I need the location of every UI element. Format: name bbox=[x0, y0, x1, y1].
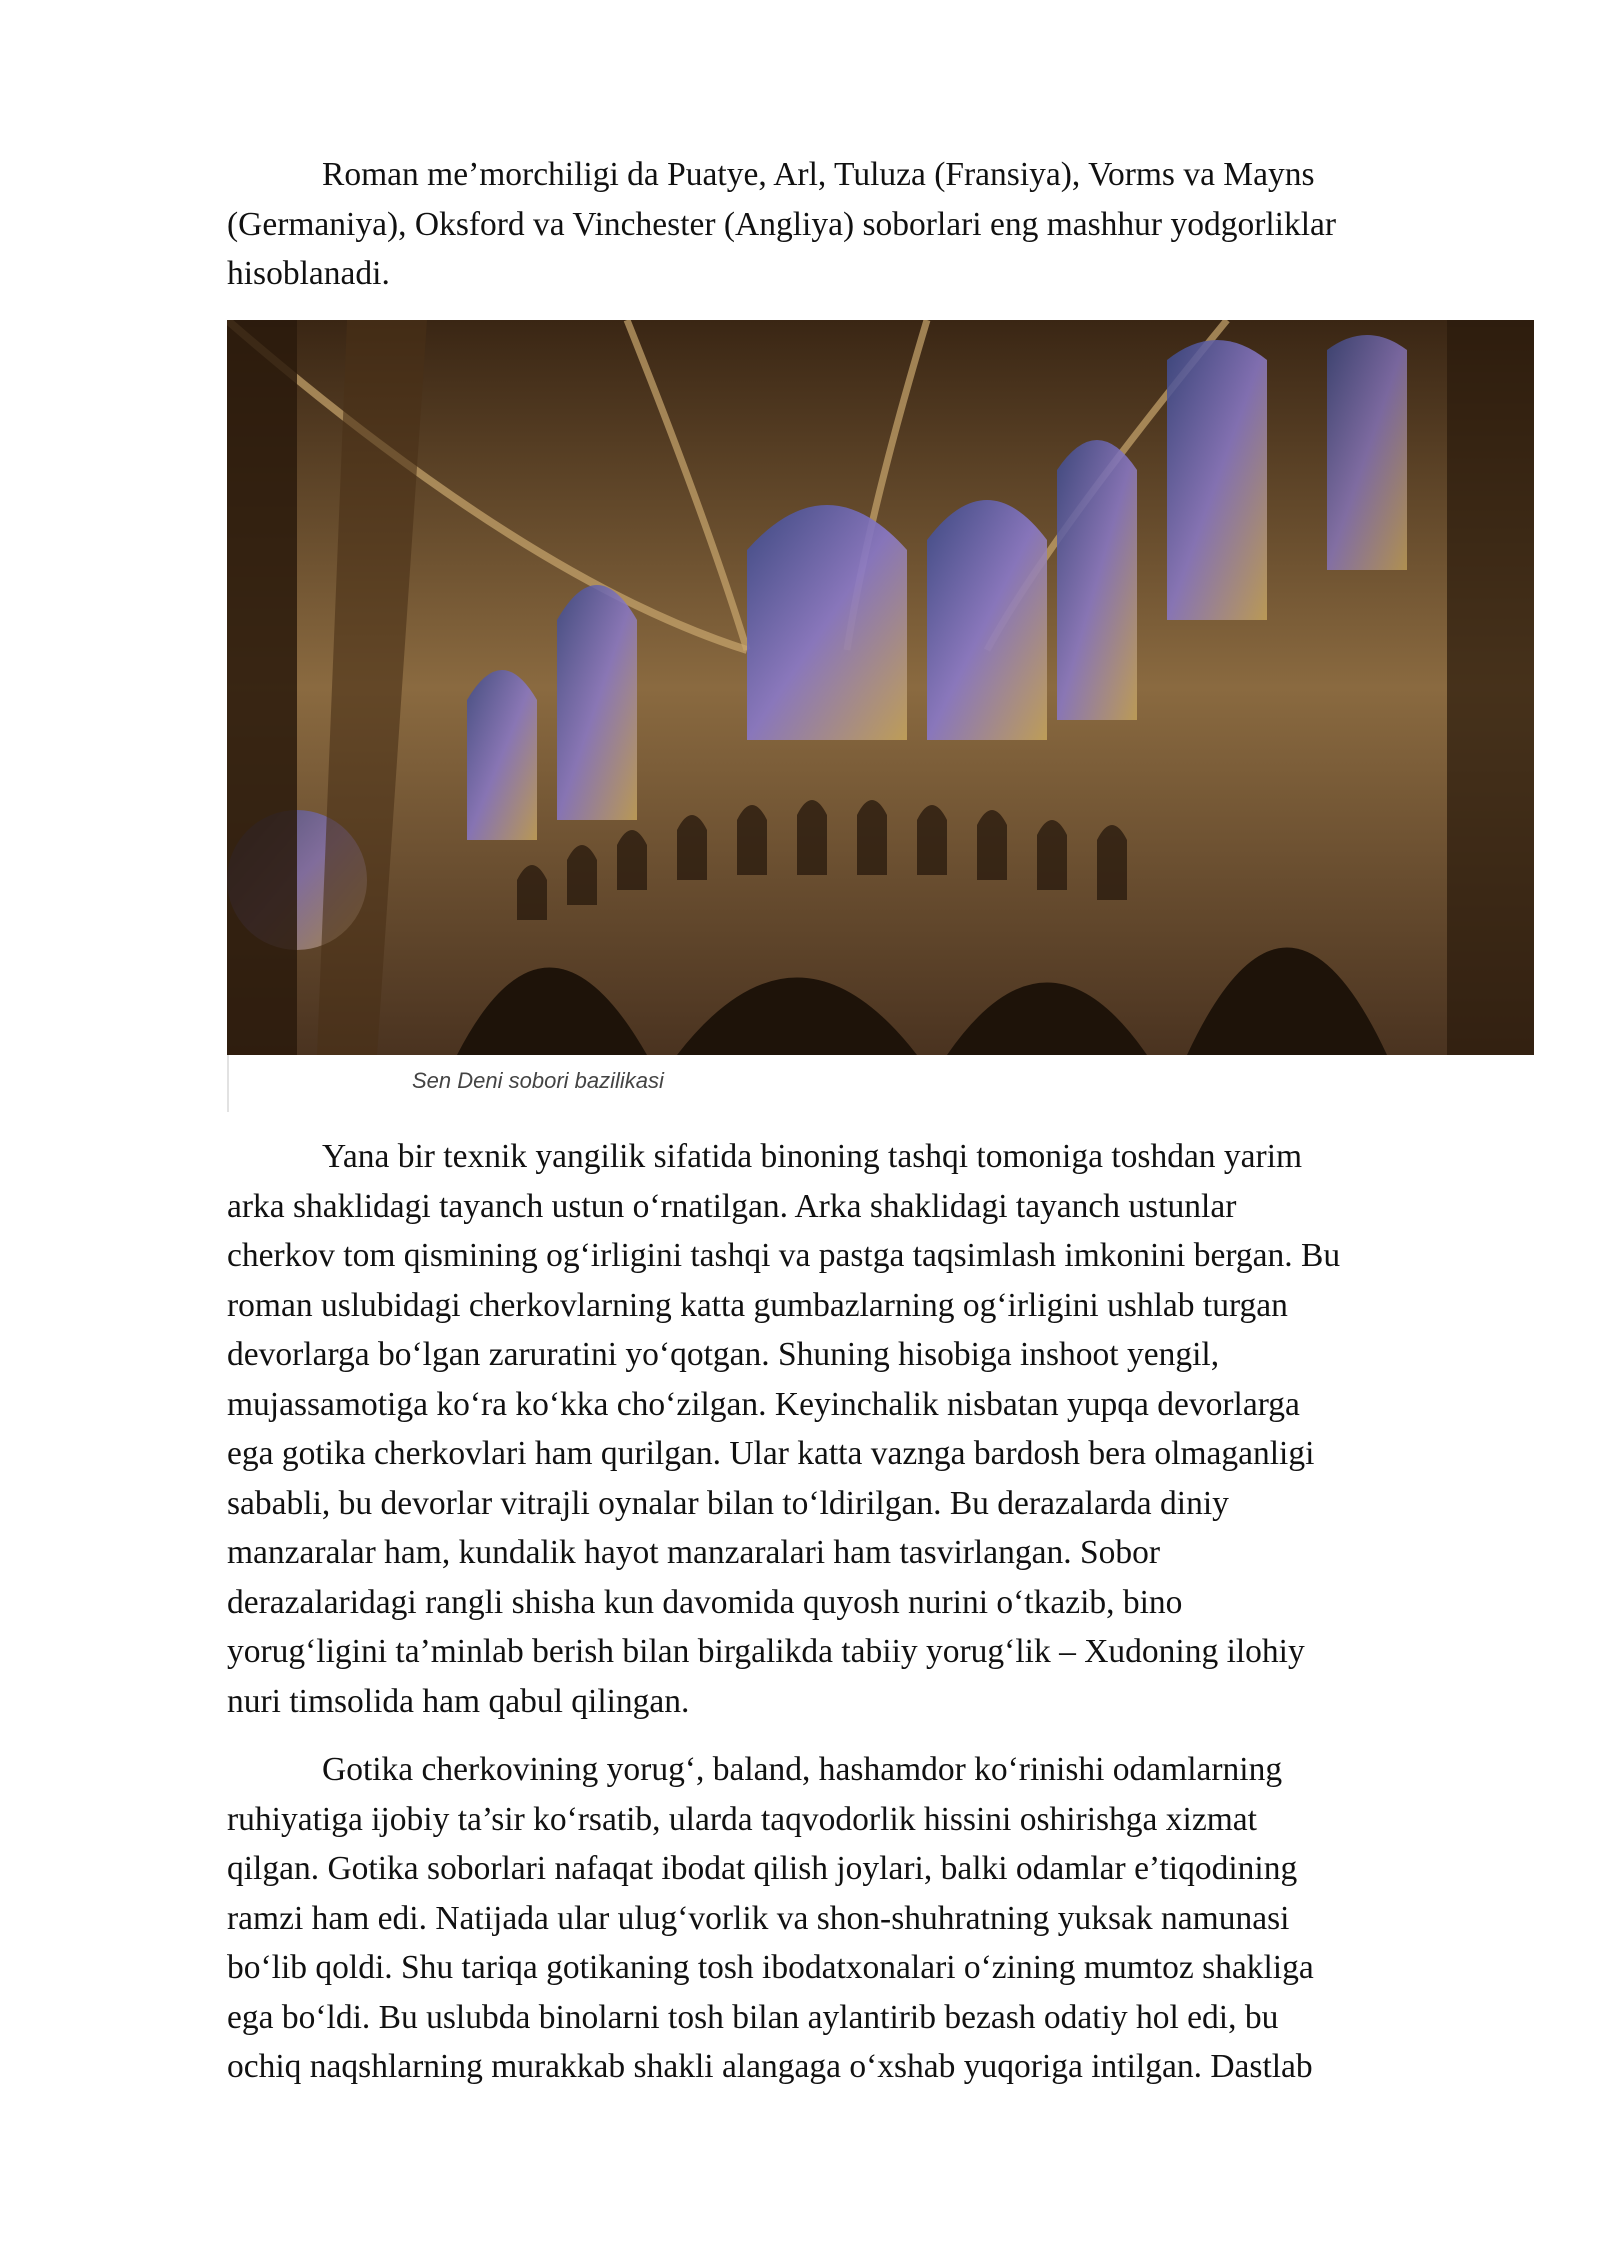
figure bbox=[227, 320, 1534, 1112]
text-line: cherkov tom qismining og‘irligini tashqi va pastga taqsimlash imkonini bergan. Bu bbox=[227, 1237, 1341, 1274]
text-line: yorug‘ligini ta’minlab berish bilan birgalikda tabiiy yorug‘lik – Xudoning ilohiy bbox=[227, 1633, 1305, 1670]
text-line: sababli, bu devorlar vitrajli oynalar bilan to‘ldirilgan. Bu derazalarda diniy bbox=[227, 1484, 1229, 1522]
text-line: derazalaridagi rangli shisha kun davomida quyosh nurini o‘tkazib, bino bbox=[227, 1583, 1183, 1621]
text-line: arka shaklidagi tayanch ustun o‘rnatilgan. Arka shaklidagi tayanch ustunlar bbox=[227, 1187, 1237, 1225]
text-line: roman uslubidagi cherkovlarning katta gumbazlarning og‘irligini ushlab turgan bbox=[227, 1286, 1288, 1324]
cathedral-photo bbox=[227, 320, 1534, 1055]
text-line: Gotika cherkovining yorug‘, baland, hashamdor ko‘rinishi odamlarning bbox=[322, 1751, 1283, 1788]
text-line: manzaralar ham, kundalik hayot manzaralari ham tasvirlangan. Sobor bbox=[227, 1534, 1160, 1571]
figure-caption: Sen Deni sobori bazilikasi bbox=[412, 1068, 664, 1093]
text-line: hisoblanadi. bbox=[227, 255, 390, 292]
paragraph-2 bbox=[227, 1132, 1477, 1726]
text-line: qilgan. Gotika soborlari nafaqat ibodat qilish joylari, balki odamlar e’tiqodining bbox=[227, 1850, 1298, 1887]
text-line: nuri timsolida ham qabul qilingan. bbox=[227, 1682, 690, 1720]
text-line: bo‘lib qoldi. Shu tariqa gotikaning tosh ibodatxonalari o‘zining mumtoz shakliga bbox=[227, 1949, 1314, 1986]
text-line: ochiq naqshlarning murakkab shakli alangaga o‘xshab yuqoriga intilgan. Dastlab bbox=[227, 2048, 1313, 2085]
text-line: Yana bir texnik yangilik sifatida binoning tashqi tomoniga toshdan yarim bbox=[322, 1138, 1303, 1175]
text-line: devorlarga bo‘lgan zaruratini yo‘qotgan. Shuning hisobiga inshoot yengil, bbox=[227, 1336, 1220, 1373]
paragraph-1 bbox=[227, 150, 1477, 299]
text-line: ega bo‘ldi. Bu uslubda binolarni tosh bilan aylantirib bezash odatiy hol edi, bu bbox=[227, 1998, 1279, 2036]
text-line: mujassamotiga ko‘ra ko‘kka cho‘zilgan. Keyinchalik nisbatan yupqa devorlarga bbox=[227, 1385, 1300, 1423]
text-line: ega gotika cherkovlari ham qurilgan. Ular katta vaznga bardosh bera olmaganligi bbox=[227, 1435, 1315, 1472]
text-line: Roman me’morchiligi da Puatye, Arl, Tuluza (Fransiya), Vorms va Mayns bbox=[322, 156, 1315, 193]
text-line: ruhiyatiga ijobiy ta’sir ko‘rsatib, ularda taqvodorlik hissini oshirishga xizmat bbox=[227, 1800, 1257, 1838]
text-line: ramzi ham edi. Natijada ular ulug‘vorlik va shon-shuhratning yuksak namunasi bbox=[227, 1899, 1290, 1937]
text-line: (Germaniya), Oksford va Vinchester (Angliya) soborlari eng mashhur yodgorliklar bbox=[227, 205, 1337, 243]
paragraph-3 bbox=[227, 1745, 1477, 2092]
